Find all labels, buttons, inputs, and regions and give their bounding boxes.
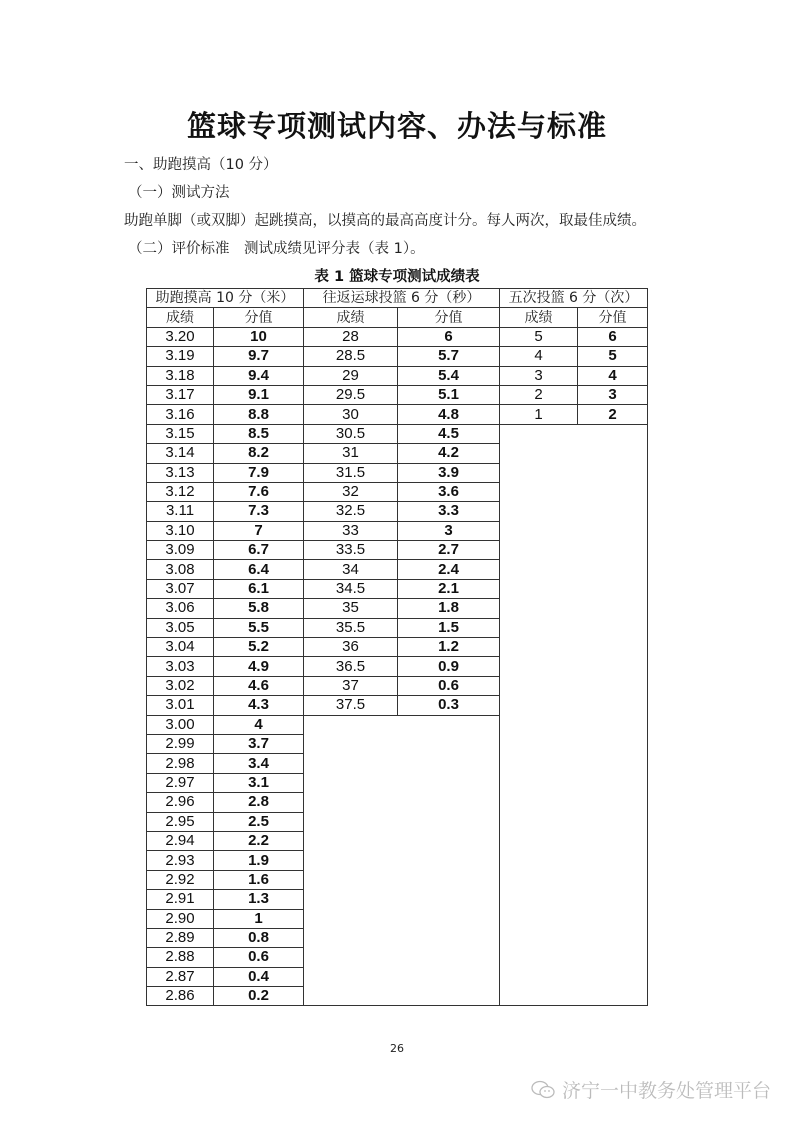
jump-result-cell: 2.89 <box>147 928 214 947</box>
jump-result-cell: 3.01 <box>147 696 214 715</box>
table-row <box>147 424 648 443</box>
dribble-result-cell: 28 <box>304 327 398 346</box>
jump-score-cell: 9.4 <box>214 366 304 385</box>
jump-result-cell: 3.04 <box>147 638 214 657</box>
dribble-result-cell: 31.5 <box>304 463 398 482</box>
jump-score-cell: 1.9 <box>214 851 304 870</box>
empty-cell <box>304 715 500 1006</box>
dribble-result-cell: 36 <box>304 638 398 657</box>
shots-result-cell: 4 <box>500 347 578 366</box>
jump-result-cell: 3.16 <box>147 405 214 424</box>
table-row <box>147 366 648 385</box>
jump-result-cell: 2.97 <box>147 773 214 792</box>
jump-result-cell: 3.15 <box>147 424 214 443</box>
shots-result-cell: 1 <box>500 405 578 424</box>
dribble-result-cell: 30 <box>304 405 398 424</box>
shots-result-cell: 5 <box>500 327 578 346</box>
jump-score-cell: 10 <box>214 327 304 346</box>
jump-result-cell: 2.90 <box>147 909 214 928</box>
jump-result-cell: 3.17 <box>147 385 214 404</box>
dribble-score-cell: 3.6 <box>398 482 500 501</box>
table-group-header-row <box>147 289 648 308</box>
method-description: 助跑单脚（或双脚）起跳摸高，以摸高的最高高度计分。每人两次，取最佳成绩。 <box>124 213 646 229</box>
subsection-method: （一）测试方法 <box>128 185 230 201</box>
dribble-result-cell: 36.5 <box>304 657 398 676</box>
table-caption: 表 1 篮球专项测试成绩表 <box>314 269 480 285</box>
jump-result-cell: 3.20 <box>147 327 214 346</box>
dribble-result-cell: 33.5 <box>304 541 398 560</box>
jump-score-cell: 3.4 <box>214 754 304 773</box>
jump-result-cell: 2.94 <box>147 831 214 850</box>
subsection-criteria: （二）评价标准 测试成绩见评分表（表 1）。 <box>128 241 425 257</box>
jump-result-cell: 2.92 <box>147 870 214 889</box>
jump-result-cell: 3.09 <box>147 541 214 560</box>
jump-score-cell: 0.2 <box>214 987 304 1006</box>
subheader-result: 成绩 <box>147 308 214 327</box>
jump-result-cell: 2.87 <box>147 967 214 986</box>
jump-score-cell: 7.3 <box>214 502 304 521</box>
jump-result-cell: 3.18 <box>147 366 214 385</box>
jump-score-cell: 0.4 <box>214 967 304 986</box>
jump-score-cell: 7.6 <box>214 482 304 501</box>
group-header-jump: 助跑摸高 10 分（米） <box>147 289 304 308</box>
shots-result-cell: 2 <box>500 385 578 404</box>
jump-score-cell: 3.7 <box>214 734 304 753</box>
shots-score-cell: 4 <box>578 366 648 385</box>
jump-score-cell: 6.7 <box>214 541 304 560</box>
jump-score-cell: 5.2 <box>214 638 304 657</box>
shots-score-cell: 5 <box>578 347 648 366</box>
table-row <box>147 347 648 366</box>
dribble-score-cell: 5.7 <box>398 347 500 366</box>
jump-result-cell: 3.06 <box>147 599 214 618</box>
dribble-score-cell: 1.5 <box>398 618 500 637</box>
subheader-score: 分值 <box>578 308 648 327</box>
dribble-score-cell: 3.9 <box>398 463 500 482</box>
dribble-result-cell: 32 <box>304 482 398 501</box>
dribble-score-cell: 0.3 <box>398 696 500 715</box>
dribble-result-cell: 37.5 <box>304 696 398 715</box>
empty-cell <box>500 424 648 1006</box>
jump-result-cell: 3.00 <box>147 715 214 734</box>
subheader-result: 成绩 <box>304 308 398 327</box>
wechat-icon <box>530 1079 556 1101</box>
subheader-score: 分值 <box>398 308 500 327</box>
jump-score-cell: 4.6 <box>214 676 304 695</box>
dribble-score-cell: 0.9 <box>398 657 500 676</box>
jump-score-cell: 4.3 <box>214 696 304 715</box>
shots-score-cell: 6 <box>578 327 648 346</box>
jump-score-cell: 9.1 <box>214 385 304 404</box>
jump-result-cell: 3.08 <box>147 560 214 579</box>
jump-score-cell: 8.5 <box>214 424 304 443</box>
jump-score-cell: 2.5 <box>214 812 304 831</box>
dribble-score-cell: 2.4 <box>398 560 500 579</box>
subheader-result: 成绩 <box>500 308 578 327</box>
shots-result-cell: 3 <box>500 366 578 385</box>
table-row <box>147 405 648 424</box>
table-row <box>147 385 648 404</box>
jump-result-cell: 2.99 <box>147 734 214 753</box>
jump-score-cell: 7.9 <box>214 463 304 482</box>
jump-result-cell: 2.86 <box>147 987 214 1006</box>
dribble-score-cell: 2.7 <box>398 541 500 560</box>
dribble-score-cell: 3 <box>398 521 500 540</box>
document-title: 篮球专项测试内容、办法与标准 <box>186 109 607 143</box>
dribble-result-cell: 33 <box>304 521 398 540</box>
dribble-score-cell: 0.6 <box>398 676 500 695</box>
jump-score-cell: 1 <box>214 909 304 928</box>
dribble-score-cell: 3.3 <box>398 502 500 521</box>
subheader-score: 分值 <box>214 308 304 327</box>
jump-score-cell: 7 <box>214 521 304 540</box>
jump-result-cell: 3.07 <box>147 579 214 598</box>
table-subheader-row <box>147 308 648 327</box>
dribble-result-cell: 28.5 <box>304 347 398 366</box>
jump-result-cell: 3.02 <box>147 676 214 695</box>
dribble-result-cell: 35.5 <box>304 618 398 637</box>
jump-score-cell: 2.8 <box>214 793 304 812</box>
dribble-score-cell: 1.8 <box>398 599 500 618</box>
jump-result-cell: 2.98 <box>147 754 214 773</box>
jump-score-cell: 8.8 <box>214 405 304 424</box>
dribble-score-cell: 6 <box>398 327 500 346</box>
jump-score-cell: 2.2 <box>214 831 304 850</box>
dribble-result-cell: 35 <box>304 599 398 618</box>
dribble-result-cell: 29 <box>304 366 398 385</box>
dribble-score-cell: 2.1 <box>398 579 500 598</box>
shots-score-cell: 3 <box>578 385 648 404</box>
dribble-score-cell: 5.1 <box>398 385 500 404</box>
jump-score-cell: 4 <box>214 715 304 734</box>
jump-score-cell: 9.7 <box>214 347 304 366</box>
jump-score-cell: 5.8 <box>214 599 304 618</box>
jump-score-cell: 8.2 <box>214 444 304 463</box>
jump-result-cell: 2.96 <box>147 793 214 812</box>
jump-result-cell: 3.13 <box>147 463 214 482</box>
jump-score-cell: 6.4 <box>214 560 304 579</box>
jump-score-cell: 1.3 <box>214 890 304 909</box>
group-header-dribble: 往返运球投篮 6 分（秒） <box>304 289 500 308</box>
dribble-result-cell: 29.5 <box>304 385 398 404</box>
jump-score-cell: 1.6 <box>214 870 304 889</box>
dribble-result-cell: 37 <box>304 676 398 695</box>
page-number: 26 <box>390 1042 404 1055</box>
jump-score-cell: 0.6 <box>214 948 304 967</box>
jump-result-cell: 3.12 <box>147 482 214 501</box>
table-row <box>147 327 648 346</box>
dribble-result-cell: 30.5 <box>304 424 398 443</box>
dribble-score-cell: 1.2 <box>398 638 500 657</box>
section-heading: 一、助跑摸高（10 分） <box>124 157 278 173</box>
jump-score-cell: 6.1 <box>214 579 304 598</box>
score-table <box>146 288 648 1006</box>
dribble-result-cell: 34.5 <box>304 579 398 598</box>
jump-result-cell: 3.10 <box>147 521 214 540</box>
dribble-score-cell: 5.4 <box>398 366 500 385</box>
jump-score-cell: 4.9 <box>214 657 304 676</box>
dribble-score-cell: 4.2 <box>398 444 500 463</box>
jump-score-cell: 0.8 <box>214 928 304 947</box>
dribble-result-cell: 31 <box>304 444 398 463</box>
dribble-score-cell: 4.5 <box>398 424 500 443</box>
dribble-result-cell: 32.5 <box>304 502 398 521</box>
jump-result-cell: 3.14 <box>147 444 214 463</box>
group-header-shots: 五次投篮 6 分（次） <box>500 289 648 308</box>
shots-score-cell: 2 <box>578 405 648 424</box>
jump-result-cell: 3.19 <box>147 347 214 366</box>
jump-result-cell: 2.95 <box>147 812 214 831</box>
dribble-score-cell: 4.8 <box>398 405 500 424</box>
jump-result-cell: 3.11 <box>147 502 214 521</box>
jump-result-cell: 2.88 <box>147 948 214 967</box>
jump-result-cell: 2.93 <box>147 851 214 870</box>
watermark-text: 济宁一中教务处管理平台 <box>562 1080 772 1102</box>
jump-result-cell: 3.05 <box>147 618 214 637</box>
jump-score-cell: 5.5 <box>214 618 304 637</box>
jump-score-cell: 3.1 <box>214 773 304 792</box>
jump-result-cell: 3.03 <box>147 657 214 676</box>
jump-result-cell: 2.91 <box>147 890 214 909</box>
dribble-result-cell: 34 <box>304 560 398 579</box>
watermark <box>530 1076 771 1103</box>
